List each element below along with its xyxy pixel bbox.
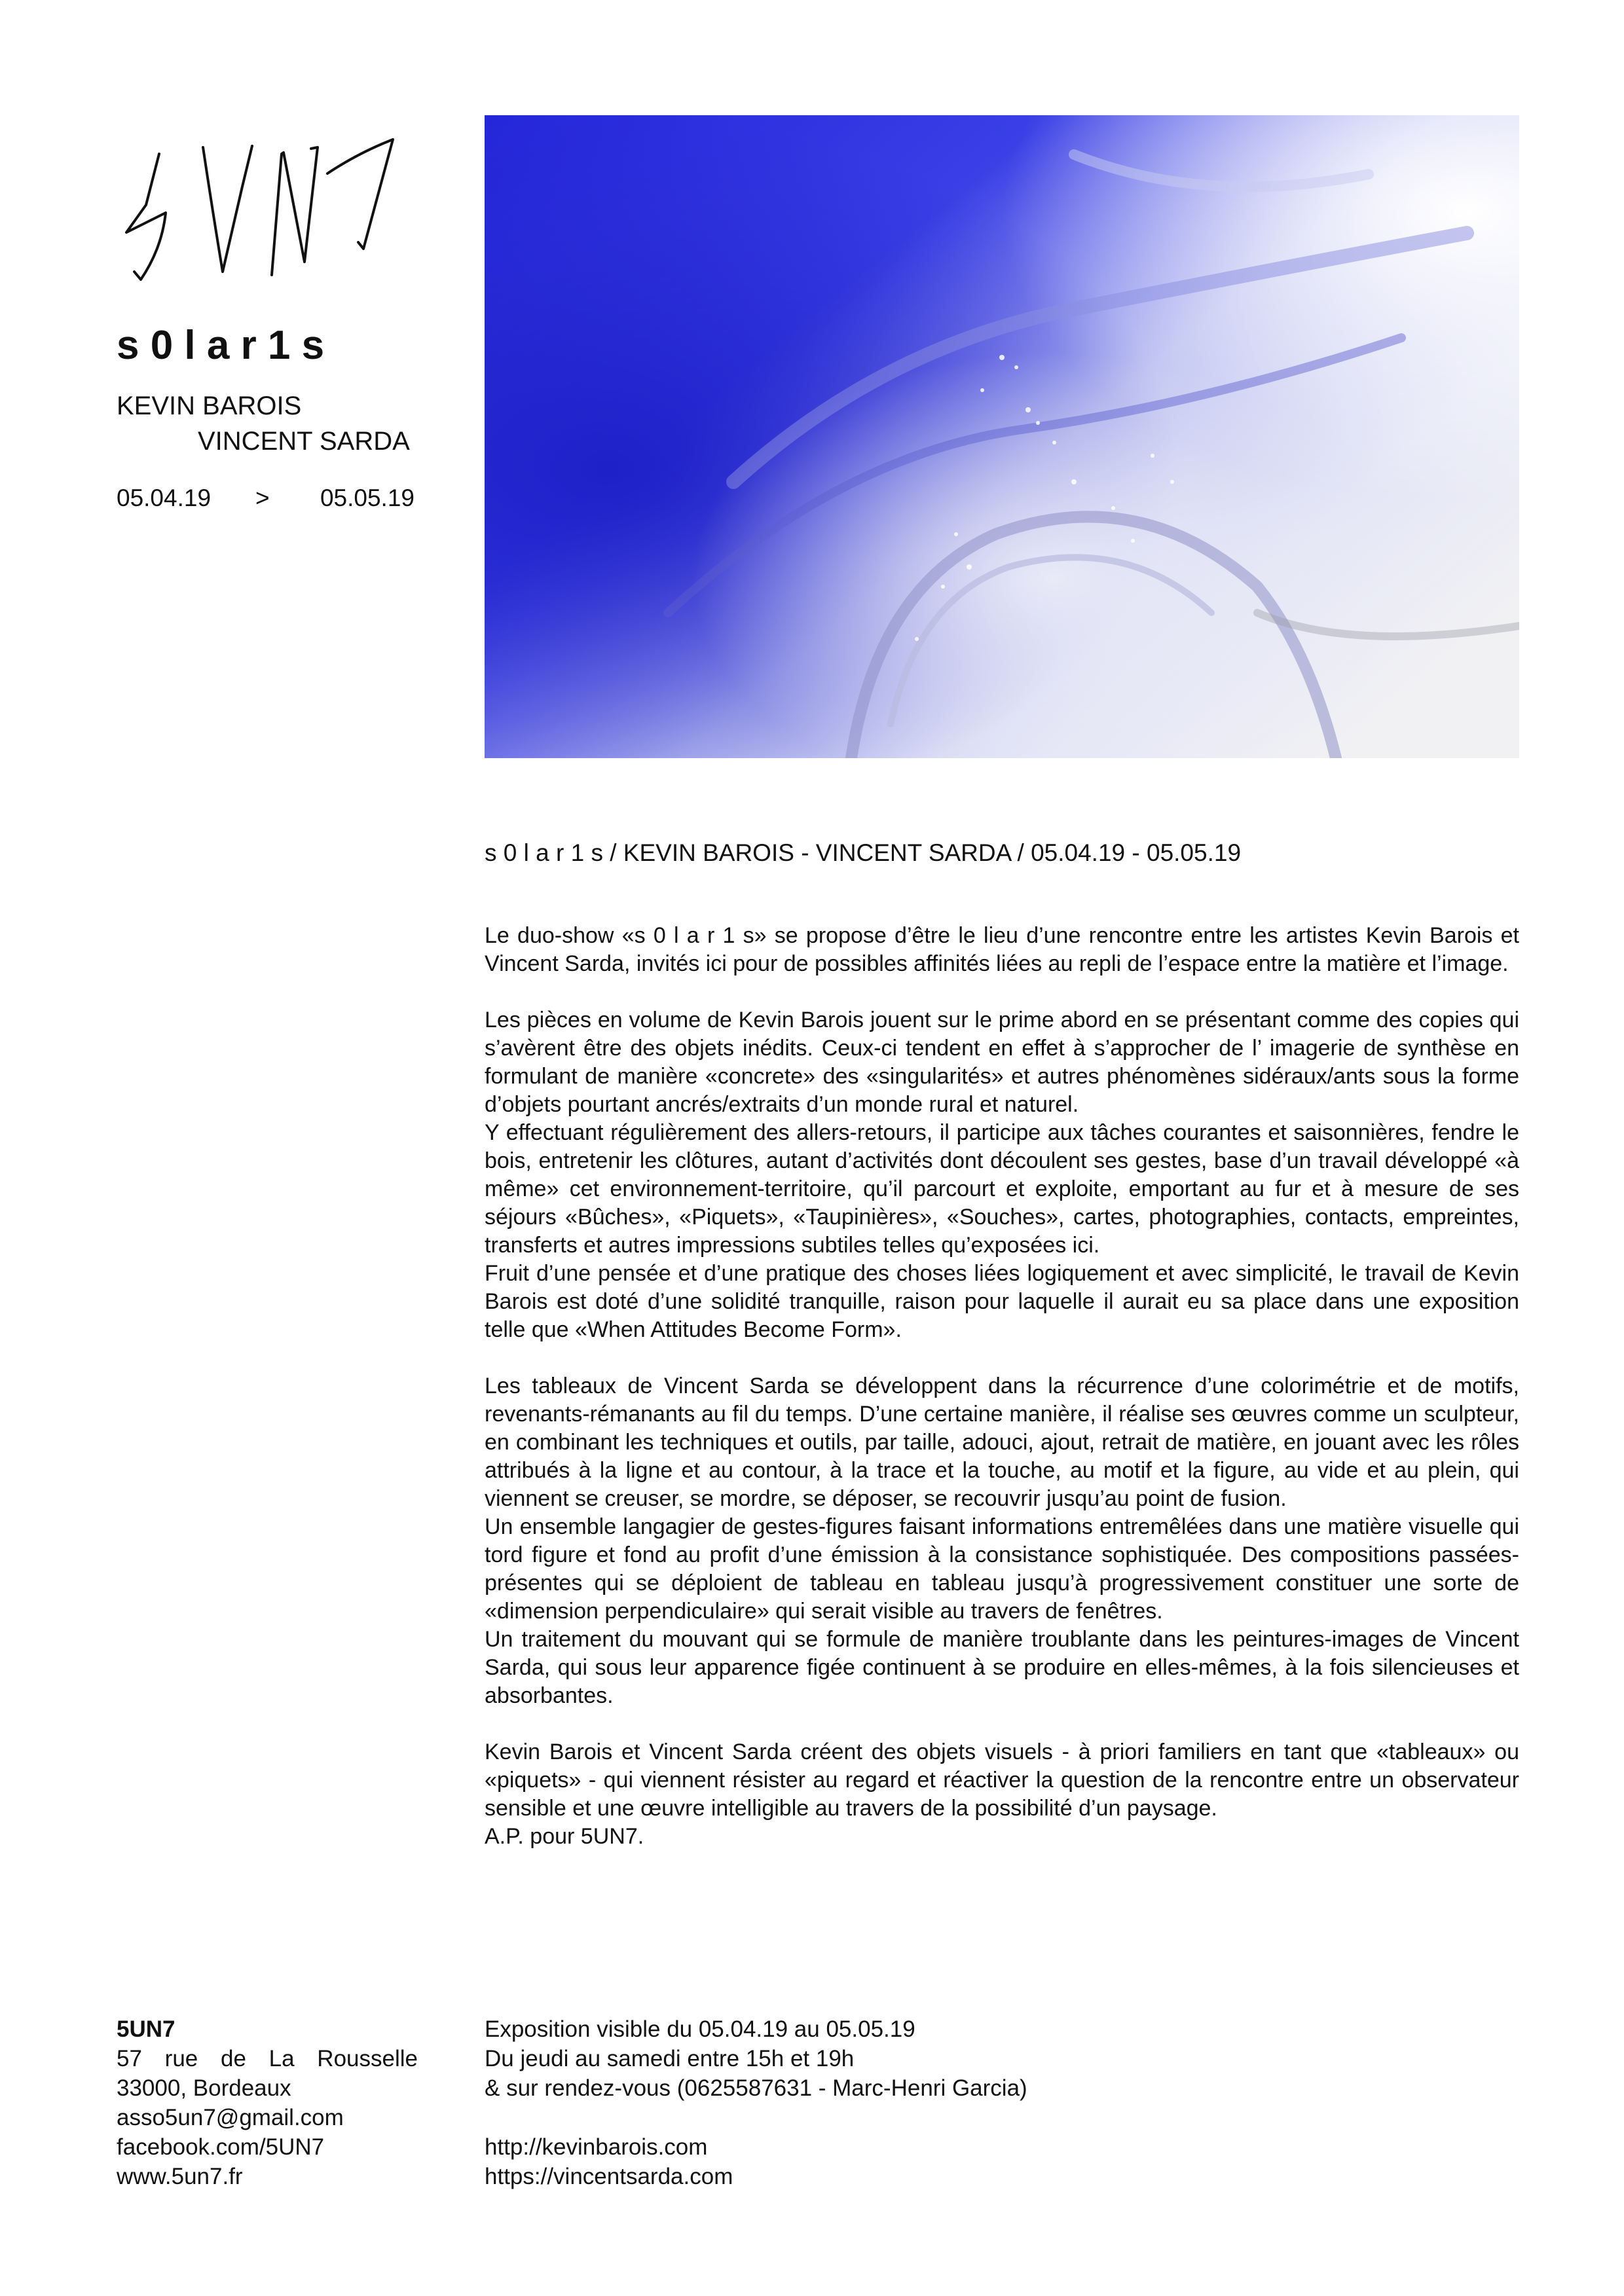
- date-arrow: >: [255, 484, 270, 511]
- venue-email-link[interactable]: asso5un7@gmail.com: [117, 2105, 344, 2130]
- artist-vincent-sarda: VINCENT SARDA: [198, 427, 410, 456]
- date-start: 05.04.19: [117, 484, 212, 511]
- paragraph-conclusion: Kevin Barois et Vincent Sarda créent des objets visuels - à priori familiers en tant que «tableaux» ou «piquets» - qui viennent résister au regard et réactiver la question de la rencontre entre un observateur sensible et une œuvre intelligible au travers de la possibilité d’un paysage.: [485, 1740, 1519, 1821]
- hero-artwork-image: [485, 115, 1519, 758]
- date-end: 05.05.19: [320, 484, 415, 511]
- paragraph-sarda-3: Un traitement du mouvant qui se formule de manière troublante dans les peintures-images de Vincent Sarda, qui sous leur apparence figée continuent à se produire en elles-mêmes, à la fois silencieuses et absorbantes.: [485, 1627, 1519, 1708]
- artist-kevin-barois: KEVIN BAROIS: [117, 392, 302, 420]
- logo-5un7: [115, 108, 416, 291]
- press-release-text: [485, 922, 1519, 1851]
- venue-website-link[interactable]: www.5un7.fr: [117, 2164, 243, 2189]
- visit-dates: Exposition visible du 05.04.19 au 05.05.19: [485, 2016, 915, 2042]
- exhibition-subtitle: s 0 l a r 1 s / KEVIN BAROIS - VINCENT SARDA / 05.04.19 - 05.05.19: [485, 839, 1242, 866]
- visit-appointment: & sur rendez-vous (0625587631 - Marc-Henri Garcia): [485, 2075, 1027, 2101]
- paragraph-barois-2: Y effectuant régulièrement des allers-retours, il participe aux tâches courantes et saisonnières, fendre le bois, entretenir les clôtures, autant d’activités dont découlent ses gestes, base d’un travail développé «à même» cet environnement-territoire, qu’il parcourt et exploite, emportant au fur et à mesure de ses séjours «Bûches», «Piquets», «Taupinières», «Souches», cartes, photographies, contacts, empreintes, transferts et autres impressions subtiles telles qu’exposées ici.: [485, 1120, 1519, 1258]
- venue-contact-block: [117, 2014, 418, 2191]
- venue-city: 33000, Bordeaux: [117, 2075, 291, 2101]
- link-vincentsarda[interactable]: https://vincentsarda.com: [485, 2164, 733, 2189]
- exhibition-dates: [117, 484, 415, 517]
- paragraph-sarda-2: Un ensemble langagier de gestes-figures faisant informations entremêlées dans une matière visuelle qui tord figure et fond au profit d’une émission à la consistance sophistiquée. Des compositions passées-présentes qui se déploient de tableau en tableau jusqu’à progressivement constituer une sorte de «dimension perpendiculaire» qui serait visible au travers de fenêtres.: [485, 1514, 1519, 1624]
- venue-name: 5UN7: [117, 2016, 175, 2042]
- visit-hours: Du jeudi au samedi entre 15h et 19h: [485, 2046, 855, 2071]
- show-title: s 0 l a r 1 s: [117, 323, 325, 368]
- paragraph-sarda-1: Les tableaux de Vincent Sarda se développent dans la récurrence d’une colorimétrie et de motifs, revenants-rémanants au fil du temps. D’une certaine manière, il réalise ses œuvres comme un sculpteur, en combinant les techniques et outils, par taille, adouci, ajout, retrait de matière, en jouant avec les rôles attribués à la ligne et au contour, à la trace et la touche, au motif et la figure, au vide et au plein, qui viennent se creuser, se mordre, se déposer, se recouvrir jusqu’au point de fusion.: [485, 1374, 1519, 1511]
- visit-info-block: [485, 2014, 1519, 2191]
- link-kevinbarois[interactable]: http://kevinbarois.com: [485, 2134, 708, 2160]
- paragraph-intro: Le duo-show «s 0 l a r 1 s» se propose d’être le lieu d’une rencontre entre les artistes Kevin Barois et Vincent Sarda, invités ici pour de possibles affinités liées au repli de l’espace entre la matière et l’image.: [485, 923, 1519, 976]
- paragraph-barois-1: Les pièces en volume de Kevin Barois jouent sur le prime abord en se présentant comme des copies qui s’avèrent être des objets inédits. Ceux-ci tendent en effet à s’approcher de l’ imagerie de synthèse en formulant de manière «concrete» des «singularités» et autres phénomènes sidéraux/ants sous la forme d’objets pourtant ancrés/extraits d’un monde rural et naturel.: [485, 1008, 1519, 1117]
- paragraph-barois-3: Fruit d’une pensée et d’une pratique des choses liées logiquement et avec simplicité, le travail de Kevin Barois est doté d’une solidité tranquille, raison pour laquelle il aurait eu sa place dans une exposition telle que «When Attitudes Become Form».: [485, 1261, 1519, 1342]
- paragraph-signature: A.P. pour 5UN7.: [485, 1824, 644, 1849]
- venue-facebook-link[interactable]: facebook.com/5UN7: [117, 2134, 325, 2160]
- spacer: [485, 2103, 1519, 2132]
- venue-street: 57 rue de La Rousselle: [117, 2046, 418, 2071]
